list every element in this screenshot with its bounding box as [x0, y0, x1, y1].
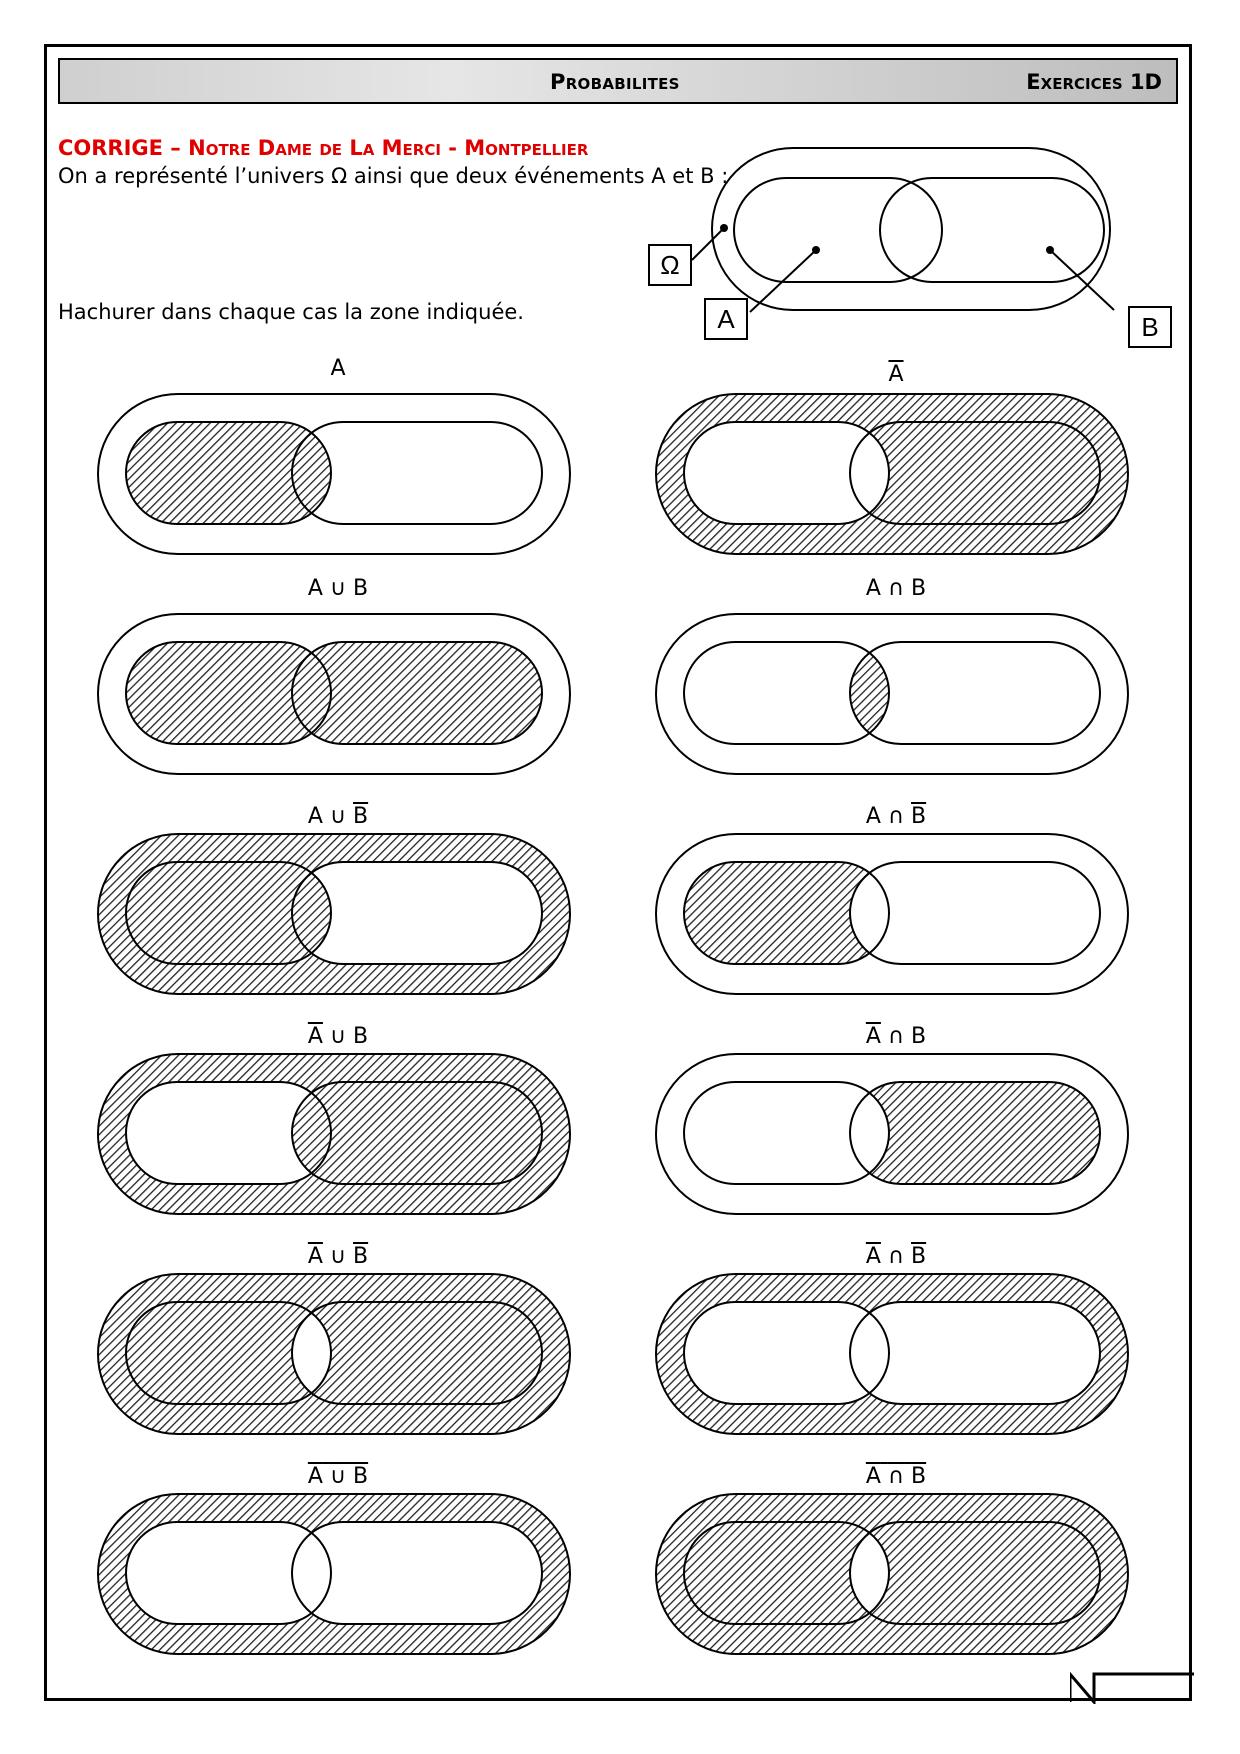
label-not-a-union-b-whole: A ∪ B — [307, 1464, 369, 1489]
label-a-inter-b: A ∩ B — [865, 576, 927, 601]
diagram-complement-inter — [654, 1492, 1134, 1664]
diagram-not-a-union-b — [96, 1052, 576, 1224]
label-not-a-union-not-b: $\overline{A}$ ∪ $\overline{B}$ — [307, 1244, 369, 1269]
header-subject: Probabilites — [550, 70, 680, 94]
page-title: CORRIGE – Notre Dame de La Merci - Montpellier — [58, 136, 589, 160]
intro-text: On a représenté l’univers Ω ainsi que deux événements A et B : — [58, 164, 729, 188]
diagram-complement-union — [96, 1492, 576, 1664]
diagram-a-union-not-b — [96, 832, 576, 1004]
b-label-box: B — [1128, 306, 1172, 348]
label-a-inter-not-b: A ∩ $\overline{B}$ — [865, 804, 927, 829]
a-label-box: A — [704, 298, 748, 340]
page-corner-mark — [1070, 1670, 1200, 1704]
label-not-a-union-b: $\overline{A}$ ∪ B — [307, 1024, 369, 1049]
diagram-a-inter-not-b — [654, 832, 1134, 1004]
omega-label-box: Ω — [648, 244, 692, 286]
diagram-not-a-union-not-b — [96, 1272, 576, 1444]
diagram-not-a-inter-b — [654, 1052, 1134, 1224]
diagram-not-a-inter-not-b — [654, 1272, 1134, 1444]
label-not-a-inter-not-b: $\overline{A}$ ∩ $\overline{B}$ — [865, 1244, 927, 1269]
header-exercise: Exercices 1D — [1026, 70, 1162, 94]
instruction-text: Hachurer dans chaque cas la zone indiquée. — [58, 300, 524, 324]
diagram-a-union-b — [96, 612, 576, 784]
label-a: A — [330, 356, 346, 381]
label-a-union-b: A ∪ B — [307, 576, 369, 601]
page-header — [58, 58, 1178, 104]
label-not-a-inter-b-whole: A ∩ B — [865, 1464, 927, 1489]
label-not-a: $\overline{A}$ — [888, 362, 904, 387]
label-a-union-not-b: A ∪ $\overline{B}$ — [307, 804, 369, 829]
diagram-not-a — [654, 392, 1134, 564]
diagram-a — [96, 392, 576, 564]
diagram-a-inter-b — [654, 612, 1134, 784]
label-not-a-inter-b: $\overline{A}$ ∩ B — [865, 1024, 927, 1049]
